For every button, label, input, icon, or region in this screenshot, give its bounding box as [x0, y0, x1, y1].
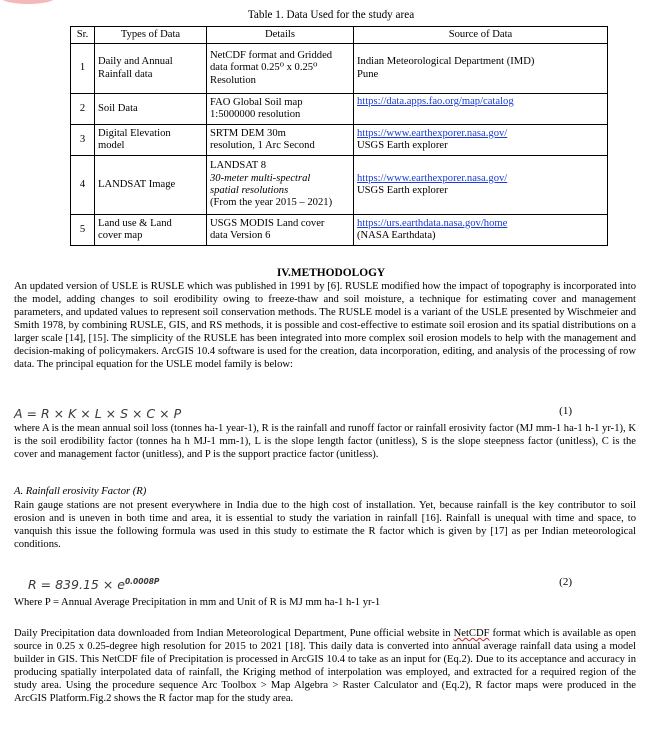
- table-row: [71, 156, 608, 215]
- cell-type: Daily and Annual Rainfall data: [95, 44, 207, 94]
- cell-sr: 4: [71, 156, 95, 215]
- paragraph-rainfall: Rain gauge stations are not present everywhere in India due to the high cost of installation. Yet, because rainfall is the key contributor to soil erosion and is uneven in both time and area, it is essential to study the variation in rainfall [16]. Rainfall is unequal with time and space, to vanquish this issue the following formula was used in this study to estimate the R factor which is given by [17] as per Indian meteorological conditions.: [14, 500, 636, 550]
- cell-type: Soil Data: [95, 94, 207, 125]
- paragraph-where-1: where A is the mean annual soil loss (tonnes ha-1 year-1), R is the rainfall and runoff factor or rainfall erosivity factor (MJ mm-1 ha-1 h-1 yr-1), K is the soil erodibility factor (tonnes ha h MJ-1 mm-1), L is the slope length factor (unitless), S is the slope steepness factor (unitless), C is the cover and management factor (unitless), and P is the support practice factor (unitless).: [14, 423, 636, 460]
- equation-1: [14, 405, 636, 423]
- cell-source: https://www.earthexporer.nasa.gov/ USGS Earth explorer: [354, 125, 608, 156]
- spellcheck-word: NetCDF: [453, 628, 490, 639]
- cell-details: USGS MODIS Land cover data Version 6: [207, 215, 354, 246]
- equation-2: [14, 576, 636, 594]
- subsection-heading: A. Rainfall erosivity Factor (R): [14, 486, 147, 497]
- source-link[interactable]: https://data.apps.fao.org/map/catalog: [357, 96, 514, 107]
- cell-sr: 1: [71, 44, 95, 94]
- source-link[interactable]: https://urs.earthdata.nasa.gov/home: [357, 217, 508, 229]
- cell-source: https://urs.earthdata.nasa.gov/home (NASA Earthdata): [354, 215, 608, 246]
- cell-type: LANDSAT Image: [95, 156, 207, 215]
- equation-1-number: (1): [559, 405, 572, 417]
- cell-source: Indian Meteorological Department (IMD) Pune: [354, 44, 608, 94]
- header-details: Details: [207, 27, 354, 44]
- cell-sr: 3: [71, 125, 95, 156]
- cell-source: [354, 94, 608, 125]
- paragraph-intro: An updated version of USLE is RUSLE which was published in 1991 by [6]. RUSLE modified how the impact of topography is incorporated into the model, adding changes to soil erodibility owing to freeze-thaw and soil moisture, a technique for estimating cover and management parameters, and updated values to represent soil conservation methods. The RUSLE model is a variant of the USLE presented by Wischmeier and Smith 1978, by combining RUSLE, GIS, and RS methods, it is possible and cost-effective to estimate soil erosion and its spatial distributions on a larger scale [14], [15]. The simplicity of the RUSLE has been integrated into more complex soil erosion models to help with the management and decision-making of policymakers. ArcGIS 10.4 software is used for the creation, data incorporation, editing, and analysis of the processing of row data. The principal equation for the USLE model family is below:: [14, 281, 636, 370]
- cell-type: Land use & Land cover map: [95, 215, 207, 246]
- cell-details: LANDSAT 8 30-meter multi-spectral spatial resolutions (From the year 2015 – 2021): [207, 156, 354, 215]
- cell-details: FAO Global Soil map 1:5000000 resolution: [207, 94, 354, 125]
- table-row: [71, 94, 608, 125]
- header-type: Types of Data: [95, 27, 207, 44]
- table-row: [71, 44, 608, 94]
- cell-details: NetCDF format and Gridded data format 0.25⁰ x 0.25⁰ Resolution: [207, 44, 354, 94]
- equation-1-formula: A = R × K × L × S × C × P: [14, 406, 182, 421]
- equation-2-exponent: 0.0008P: [124, 577, 160, 586]
- cell-type: Digital Elevation model: [95, 125, 207, 156]
- equation-2-number: (2): [559, 576, 572, 588]
- decorative-arc: [0, 0, 56, 4]
- section-heading: IV.METHODOLOGY: [276, 267, 386, 279]
- source-link[interactable]: https://www.earthexporer.nasa.gov/: [357, 127, 508, 139]
- cell-source: https://www.earthexporer.nasa.gov/ USGS Earth explorer: [354, 156, 608, 215]
- cell-sr: 5: [71, 215, 95, 246]
- data-table: [70, 26, 608, 246]
- equation-2-lhs: R = 839.15 × e: [28, 577, 125, 592]
- table-row: [71, 125, 608, 156]
- table-row: [71, 215, 608, 246]
- table-header-row: [71, 27, 608, 44]
- header-source: Source of Data: [354, 27, 608, 44]
- cell-details: SRTM DEM 30m resolution, 1 Arc Second: [207, 125, 354, 156]
- header-sr: Sr.: [71, 27, 95, 44]
- source-link[interactable]: https://www.earthexporer.nasa.gov/: [357, 172, 508, 184]
- paragraph-where-2: Where P = Annual Average Precipitation in mm and Unit of R is MJ mm ha-1 h-1 yr-1: [14, 597, 381, 608]
- table-caption: Table 1. Data Used for the study area: [247, 9, 415, 21]
- cell-sr: 2: [71, 94, 95, 125]
- paragraph-precipitation: Daily Precipitation data downloaded from Indian Meteorological Department, Pune official website in NetCDF format which is available as open source in 0.25 x 0.25-degree high resolution for 2015 to 2021 [18]. This daily data is converted into annual average rainfall data using a model builder in GIS. This NetCDF file of Precipitation is processed in ArcGIS 10.4 to take as an input for (Eq.2). Due to its acceptance and accuracy in producing spatially interpolated data of rainfall, the Kriging method of interpolation was employed, and extracted for a required region of the study area. Using the procedure sequence Arc Toolbox > Map Algebra > Raster Calculator and (Eq.2), R factor maps were produced in the ArcGIS Platform.Fig.2 shows the R factor map for the study area.: [14, 628, 636, 704]
